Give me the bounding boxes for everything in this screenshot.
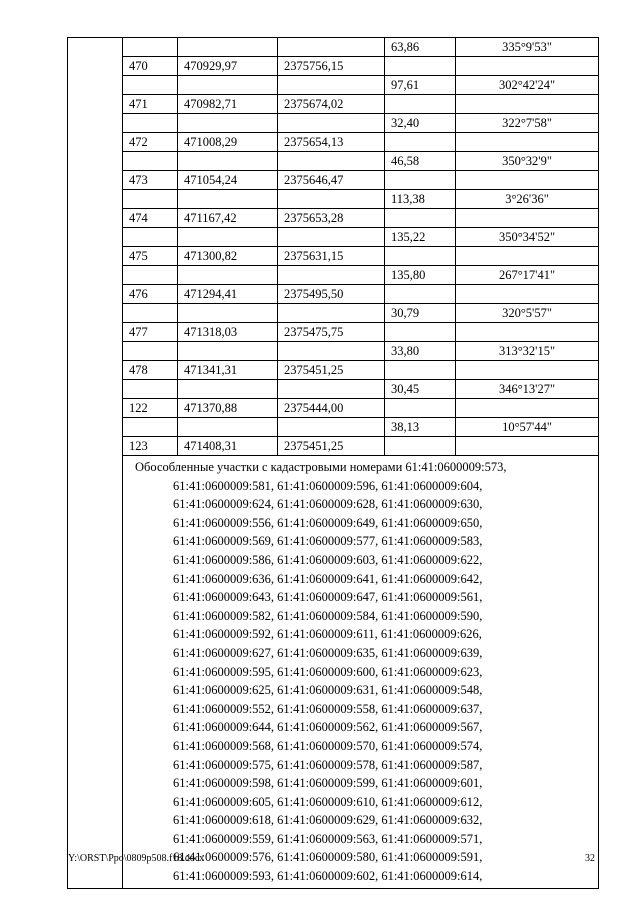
paragraph-line: 61:41:0600009:605, 61:41:0600009:610, 61:41:0600009:612, — [173, 794, 483, 809]
direction-angle-cell: 313°32'15" — [456, 342, 599, 361]
segment-row — [68, 38, 599, 57]
point-number-cell: 471 — [123, 95, 178, 114]
empty-cell — [385, 95, 456, 114]
empty-cell — [385, 133, 456, 152]
segment-row — [68, 304, 599, 323]
empty-cell — [178, 38, 278, 57]
segment-row — [68, 418, 599, 437]
empty-cell — [456, 247, 599, 266]
empty-cell — [278, 76, 385, 95]
paragraph-row — [68, 456, 599, 889]
footer-page-number: 32 — [585, 853, 595, 864]
direction-angle-cell: 322°7'58" — [456, 114, 599, 133]
point-number-cell: 478 — [123, 361, 178, 380]
segment-length-cell: 135,22 — [385, 228, 456, 247]
segment-length-cell: 113,38 — [385, 190, 456, 209]
paragraph-line: 61:41:0600009:552, 61:41:0600009:558, 61:41:0600009:637, — [173, 701, 483, 716]
x-coordinate-cell: 471341,31 — [178, 361, 278, 380]
empty-cell — [278, 152, 385, 171]
point-row — [68, 171, 599, 190]
empty-cell — [123, 266, 178, 285]
segment-length-cell: 30,45 — [385, 380, 456, 399]
segment-length-cell: 135,80 — [385, 266, 456, 285]
x-coordinate-cell: 471167,42 — [178, 209, 278, 228]
segment-row — [68, 190, 599, 209]
x-coordinate-cell: 471054,24 — [178, 171, 278, 190]
empty-cell — [278, 38, 385, 57]
x-coordinate-cell: 470929,97 — [178, 57, 278, 76]
empty-cell — [456, 361, 599, 380]
point-number-cell: 475 — [123, 247, 178, 266]
point-number-cell: 122 — [123, 399, 178, 418]
segment-length-cell: 97,61 — [385, 76, 456, 95]
x-coordinate-cell: 471370,88 — [178, 399, 278, 418]
empty-cell — [385, 247, 456, 266]
point-number-cell: 473 — [123, 171, 178, 190]
y-coordinate-cell: 2375475,75 — [278, 323, 385, 342]
paragraph-line: 61:41:0600009:595, 61:41:0600009:600, 61:41:0600009:623, — [173, 664, 483, 679]
empty-cell — [178, 228, 278, 247]
paragraph-line: 61:41:0600009:569, 61:41:0600009:577, 61:41:0600009:583, — [173, 534, 483, 549]
y-coordinate-cell: 2375646,47 — [278, 171, 385, 190]
paragraph-line: 61:41:0600009:644, 61:41:0600009:562, 61:41:0600009:567, — [173, 720, 483, 735]
segment-row — [68, 114, 599, 133]
segment-row — [68, 380, 599, 399]
coordinates-table — [67, 37, 599, 889]
segment-row — [68, 228, 599, 247]
empty-cell — [385, 57, 456, 76]
paragraph-line: 61:41:0600009:581, 61:41:0600009:596, 61:41:0600009:604, — [173, 478, 483, 493]
point-number-cell: 472 — [123, 133, 178, 152]
point-number-cell: 477 — [123, 323, 178, 342]
point-row — [68, 133, 599, 152]
empty-cell — [385, 171, 456, 190]
direction-angle-cell: 350°34'52" — [456, 228, 599, 247]
empty-cell — [278, 380, 385, 399]
direction-angle-cell: 335°9'53" — [456, 38, 599, 57]
empty-cell — [385, 323, 456, 342]
empty-cell — [123, 190, 178, 209]
y-coordinate-cell: 2375654,13 — [278, 133, 385, 152]
empty-cell — [123, 38, 178, 57]
empty-cell — [385, 285, 456, 304]
paragraph-line: 61:41:0600009:643, 61:41:0600009:647, 61:41:0600009:561, — [173, 590, 483, 605]
point-row — [68, 57, 599, 76]
empty-cell — [456, 209, 599, 228]
segment-row — [68, 152, 599, 171]
y-coordinate-cell: 2375631,15 — [278, 247, 385, 266]
empty-cell — [123, 380, 178, 399]
direction-angle-cell: 267°17'41" — [456, 266, 599, 285]
empty-cell — [278, 114, 385, 133]
x-coordinate-cell: 470982,71 — [178, 95, 278, 114]
empty-cell — [278, 190, 385, 209]
footer-file-path: Y:\ORST\Ppo\0809p508.f18.docx — [68, 853, 205, 864]
segment-length-cell: 63,86 — [385, 38, 456, 57]
empty-cell — [385, 209, 456, 228]
empty-cell — [278, 228, 385, 247]
empty-cell — [278, 342, 385, 361]
point-row — [68, 209, 599, 228]
direction-angle-cell: 320°5'57" — [456, 304, 599, 323]
paragraph-line: 61:41:0600009:559, 61:41:0600009:563, 61:41:0600009:571, — [173, 831, 483, 846]
empty-cell — [456, 437, 599, 456]
empty-cell — [123, 114, 178, 133]
point-number-cell: 123 — [123, 437, 178, 456]
paragraph-line: 61:41:0600009:593, 61:41:0600009:602, 61:41:0600009:614, — [173, 869, 483, 884]
paragraph-line: Обособленные участки с кадастровыми номерами 61:41:0600009:573, — [135, 460, 507, 474]
paragraph-line: 61:41:0600009:556, 61:41:0600009:649, 61:41:0600009:650, — [173, 515, 483, 530]
point-row — [68, 437, 599, 456]
empty-cell — [178, 266, 278, 285]
direction-angle-cell: 302°42'24" — [456, 76, 599, 95]
point-number-cell: 470 — [123, 57, 178, 76]
left-margin-cell — [68, 38, 123, 889]
x-coordinate-cell: 471300,82 — [178, 247, 278, 266]
y-coordinate-cell: 2375756,15 — [278, 57, 385, 76]
point-row — [68, 323, 599, 342]
x-coordinate-cell: 471008,29 — [178, 133, 278, 152]
empty-cell — [178, 76, 278, 95]
empty-cell — [456, 95, 599, 114]
empty-cell — [456, 323, 599, 342]
paragraph-line: 61:41:0600009:625, 61:41:0600009:631, 61:41:0600009:548, — [173, 683, 483, 698]
empty-cell — [278, 266, 385, 285]
paragraph-line: 61:41:0600009:568, 61:41:0600009:570, 61:41:0600009:574, — [173, 738, 483, 753]
x-coordinate-cell: 471318,03 — [178, 323, 278, 342]
y-coordinate-cell: 2375451,25 — [278, 437, 385, 456]
segment-row — [68, 266, 599, 285]
y-coordinate-cell: 2375674,02 — [278, 95, 385, 114]
point-number-cell: 476 — [123, 285, 178, 304]
empty-cell — [123, 152, 178, 171]
empty-cell — [123, 342, 178, 361]
empty-cell — [385, 437, 456, 456]
empty-cell — [123, 304, 178, 323]
empty-cell — [456, 133, 599, 152]
y-coordinate-cell: 2375451,25 — [278, 361, 385, 380]
segment-row — [68, 76, 599, 95]
paragraph-line: 61:41:0600009:592, 61:41:0600009:611, 61:41:0600009:626, — [173, 627, 482, 642]
empty-cell — [123, 418, 178, 437]
x-coordinate-cell: 471408,31 — [178, 437, 278, 456]
point-number-cell: 474 — [123, 209, 178, 228]
y-coordinate-cell: 2375495,50 — [278, 285, 385, 304]
x-coordinate-cell: 471294,41 — [178, 285, 278, 304]
empty-cell — [123, 76, 178, 95]
empty-cell — [178, 152, 278, 171]
empty-cell — [456, 57, 599, 76]
direction-angle-cell: 10°57'44" — [456, 418, 599, 437]
paragraph-line: 61:41:0600009:582, 61:41:0600009:584, 61:41:0600009:590, — [173, 608, 483, 623]
direction-angle-cell: 346°13'27" — [456, 380, 599, 399]
point-row — [68, 95, 599, 114]
point-row — [68, 361, 599, 380]
paragraph-line: 61:41:0600009:598, 61:41:0600009:599, 61:41:0600009:601, — [173, 776, 483, 791]
point-row — [68, 285, 599, 304]
empty-cell — [456, 399, 599, 418]
empty-cell — [178, 114, 278, 133]
y-coordinate-cell: 2375444,00 — [278, 399, 385, 418]
direction-angle-cell: 3°26'36" — [456, 190, 599, 209]
empty-cell — [178, 342, 278, 361]
segment-length-cell: 38,13 — [385, 418, 456, 437]
empty-cell — [278, 418, 385, 437]
empty-cell — [456, 171, 599, 190]
paragraph-line: 61:41:0600009:624, 61:41:0600009:628, 61:41:0600009:630, — [173, 497, 483, 512]
empty-cell — [178, 380, 278, 399]
empty-cell — [385, 399, 456, 418]
paragraph-line: 61:41:0600009:618, 61:41:0600009:629, 61:41:0600009:632, — [173, 813, 483, 828]
paragraph-line: 61:41:0600009:575, 61:41:0600009:578, 61:41:0600009:587, — [173, 757, 483, 772]
segment-length-cell: 30,79 — [385, 304, 456, 323]
segment-length-cell: 33,80 — [385, 342, 456, 361]
empty-cell — [178, 190, 278, 209]
paragraph-line: 61:41:0600009:636, 61:41:0600009:641, 61:41:0600009:642, — [173, 571, 483, 586]
empty-cell — [178, 418, 278, 437]
paragraph-line: 61:41:0600009:627, 61:41:0600009:635, 61:41:0600009:639, — [173, 645, 483, 660]
y-coordinate-cell: 2375653,28 — [278, 209, 385, 228]
empty-cell — [178, 304, 278, 323]
direction-angle-cell: 350°32'9" — [456, 152, 599, 171]
segment-length-cell: 46,58 — [385, 152, 456, 171]
point-row — [68, 399, 599, 418]
paragraph-line: 61:41:0600009:576, 61:41:0600009:580, 61:41:0600009:591, — [173, 850, 483, 865]
empty-cell — [456, 285, 599, 304]
segment-length-cell: 32,40 — [385, 114, 456, 133]
paragraph-line: 61:41:0600009:586, 61:41:0600009:603, 61:41:0600009:622, — [173, 552, 483, 567]
cadastral-numbers-paragraph — [123, 456, 599, 889]
empty-cell — [385, 361, 456, 380]
segment-row — [68, 342, 599, 361]
empty-cell — [123, 228, 178, 247]
empty-cell — [278, 304, 385, 323]
point-row — [68, 247, 599, 266]
